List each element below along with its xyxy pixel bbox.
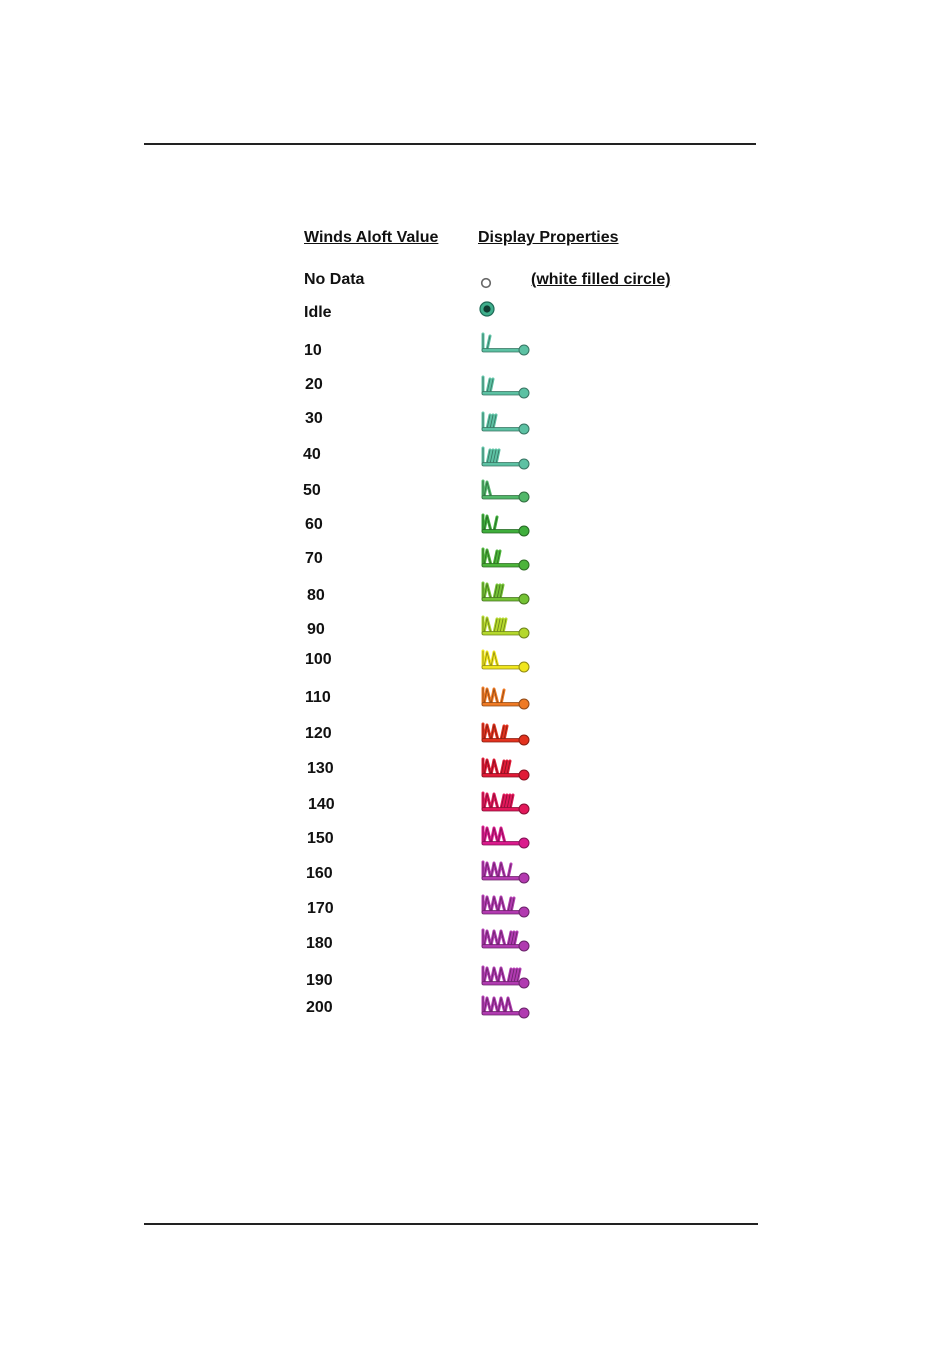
wind-value-label: 120 xyxy=(305,725,332,742)
wind-barb-80-knots-icon xyxy=(480,580,532,606)
wind-station-circle xyxy=(519,907,529,917)
wind-station-circle xyxy=(519,388,529,398)
wind-station-circle xyxy=(519,978,529,988)
wind-station-circle xyxy=(519,662,529,672)
wind-station-circle xyxy=(519,804,529,814)
wind-barb-200-knots-icon xyxy=(480,994,532,1020)
wind-barb-shaft xyxy=(482,739,522,743)
wind-station-circle xyxy=(519,492,529,502)
wind-station-circle xyxy=(519,770,529,780)
wind-barb-staff xyxy=(483,413,496,429)
bottom-rule xyxy=(144,1223,758,1225)
wind-barb-shaft xyxy=(482,349,522,353)
wind-value-label: 50 xyxy=(303,482,321,499)
wind-barb-140-knots-icon xyxy=(480,790,532,816)
no-data-note: (white filled circle) xyxy=(531,271,671,288)
wind-station-circle xyxy=(519,345,529,355)
wind-station-circle xyxy=(519,594,529,604)
wind-station-circle xyxy=(519,526,529,536)
wind-value-label: 170 xyxy=(307,900,334,917)
wind-barb-130-knots-icon xyxy=(480,756,532,782)
wind-barb-shaft xyxy=(482,598,522,602)
wind-station-circle xyxy=(519,838,529,848)
wind-barb-shaft xyxy=(482,666,522,670)
wind-barb-70-knots-icon xyxy=(480,546,532,572)
wind-station-circle xyxy=(519,628,529,638)
wind-barb-shaft xyxy=(482,982,522,986)
wind-station-circle xyxy=(519,459,529,469)
wind-value-label: 20 xyxy=(305,376,323,393)
wind-value-label: 80 xyxy=(307,587,325,604)
wind-value-label: 100 xyxy=(305,651,332,668)
wind-barb-150-knots-icon xyxy=(480,824,532,850)
top-rule xyxy=(144,143,756,145)
idle-label: Idle xyxy=(304,304,332,321)
no-data-label: No Data xyxy=(304,271,365,288)
wind-value-label: 190 xyxy=(306,972,333,989)
wind-barb-120-knots-icon xyxy=(480,721,532,747)
wind-value-label: 30 xyxy=(305,410,323,427)
wind-barb-90-knots-icon xyxy=(480,614,532,640)
wind-value-label: 70 xyxy=(305,550,323,567)
wind-station-circle xyxy=(519,735,529,745)
wind-barb-170-knots-icon xyxy=(480,893,532,919)
wind-value-label: 60 xyxy=(305,516,323,533)
wind-barb-shaft xyxy=(482,530,522,534)
wind-barb-10-knots-icon xyxy=(480,331,532,357)
wind-station-circle xyxy=(519,560,529,570)
wind-barb-190-knots-icon xyxy=(480,964,532,990)
wind-value-label: 160 xyxy=(306,865,333,882)
wind-barb-shaft xyxy=(482,703,522,707)
wind-barb-180-knots-icon xyxy=(480,927,532,953)
wind-barb-50-knots-icon xyxy=(480,478,532,504)
idle-circle-icon xyxy=(478,300,496,318)
wind-value-label: 200 xyxy=(306,999,333,1016)
wind-value-label: 150 xyxy=(307,830,334,847)
wind-barb-shaft xyxy=(482,842,522,846)
wind-barb-shaft xyxy=(482,1012,522,1016)
wind-barb-shaft xyxy=(482,945,522,949)
wind-barb-shaft xyxy=(482,564,522,568)
wind-barb-shaft xyxy=(482,463,522,467)
wind-barb-shaft xyxy=(482,428,522,432)
wind-value-label: 130 xyxy=(307,760,334,777)
wind-value-label: 110 xyxy=(305,689,331,706)
wind-barb-shaft xyxy=(482,632,522,636)
wind-barb-shaft xyxy=(482,774,522,778)
wind-barb-160-knots-icon xyxy=(480,859,532,885)
wind-value-label: 140 xyxy=(308,796,335,813)
wind-value-label: 10 xyxy=(304,342,322,359)
wind-value-label: 90 xyxy=(307,621,325,638)
wind-value-label: 180 xyxy=(306,935,333,952)
winds-aloft-value-header: Winds Aloft Value xyxy=(304,229,439,246)
white-filled-circle-icon xyxy=(480,277,492,289)
wind-barb-60-knots-icon xyxy=(480,512,532,538)
wind-barb-shaft xyxy=(482,808,522,812)
wind-station-circle xyxy=(519,424,529,434)
wind-barb-20-knots-icon xyxy=(480,374,532,400)
wind-barb-110-knots-icon xyxy=(480,685,532,711)
wind-barb-shaft xyxy=(482,392,522,396)
wind-value-label: 40 xyxy=(303,446,321,463)
wind-station-circle xyxy=(519,699,529,709)
wind-barb-shaft xyxy=(482,877,522,881)
wind-barb-30-knots-icon xyxy=(480,410,532,436)
wind-barb-100-knots-icon xyxy=(480,648,532,674)
wind-station-circle xyxy=(519,873,529,883)
wind-station-circle xyxy=(519,1008,529,1018)
wind-station-circle xyxy=(519,941,529,951)
display-properties-header: Display Properties xyxy=(478,229,619,246)
wind-barb-shaft xyxy=(482,496,522,500)
wind-barb-shaft xyxy=(482,911,522,915)
wind-barb-40-knots-icon xyxy=(480,445,532,471)
